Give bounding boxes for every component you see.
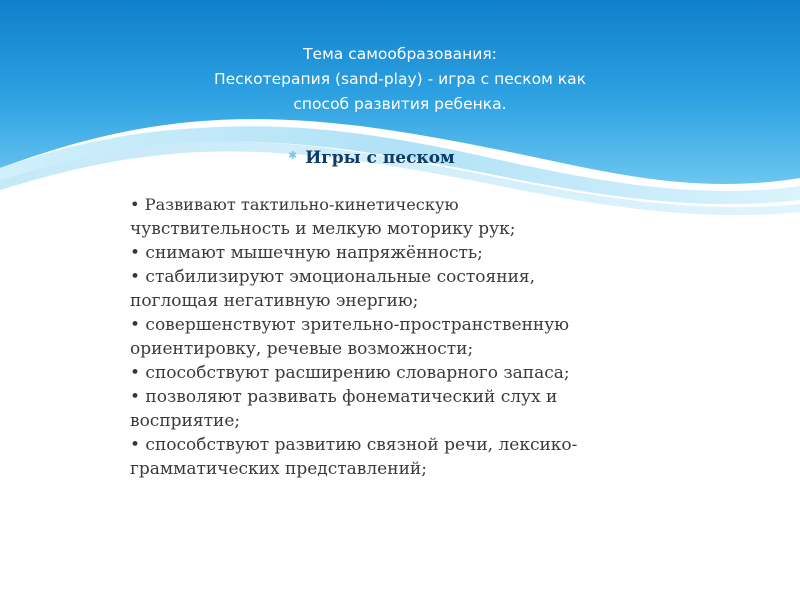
content-line: • Развивают тактильно-кинетическую [130, 195, 459, 214]
content-line: • снимают мышечную напряжённость; [130, 243, 483, 263]
content-list [130, 193, 670, 481]
slide-title [130, 42, 670, 117]
section-heading [288, 148, 455, 168]
content-line: грамматических представлений; [130, 459, 427, 479]
content-line: • позволяют развивать фонематический слух и [130, 387, 558, 407]
content-line: ориентировку, речевые возможности; [130, 339, 474, 359]
content-line: • стабилизируют эмоциональные состояния, [130, 267, 536, 287]
content-line: поглощая негативную энергию; [130, 291, 419, 311]
title-line-2: Пескотерапия (sand-play) - игра с песком как [214, 70, 586, 88]
content-line: чувствительность и мелкую моторику рук; [130, 219, 516, 239]
content-line: • совершенствуют зрительно-пространственную [130, 315, 570, 335]
section-heading-text: Игры с песком [305, 148, 455, 168]
title-line-1: Тема самообразования: [303, 45, 497, 63]
content-line: • способствуют развитию связной речи, лексико- [130, 435, 578, 455]
title-line-3: способ развития ребенка. [293, 95, 507, 113]
content-line: восприятие; [130, 411, 241, 431]
star-bullet-icon: ✱ [288, 149, 298, 162]
content-line: • способствуют расширению словарного запаса; [130, 363, 570, 383]
